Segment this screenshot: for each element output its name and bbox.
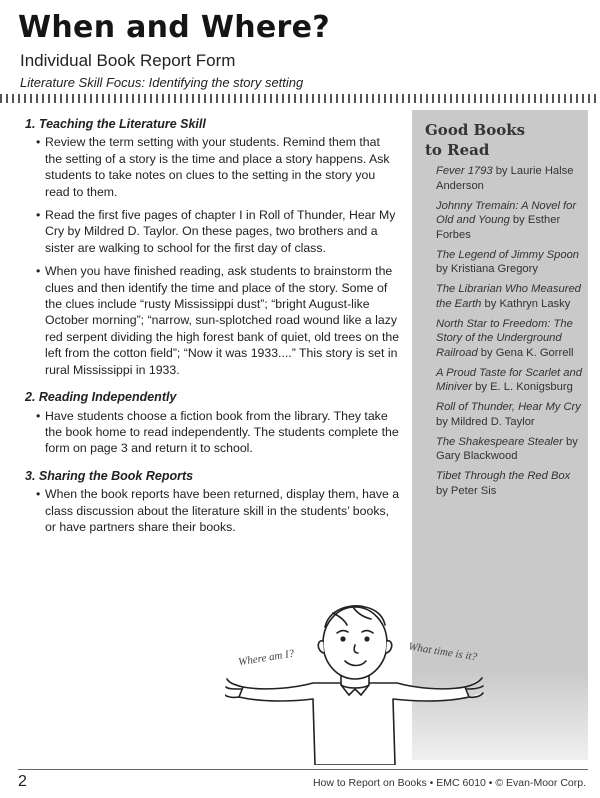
book-author: by Laurie Halse Anderson <box>436 165 574 192</box>
child-illustration <box>225 603 485 765</box>
book-title: Roll of Thunder, Hear My Cry <box>436 401 581 413</box>
book-author: by Esther Forbes <box>436 214 561 241</box>
sidebar-title-line: to Read <box>425 141 490 159</box>
list-item: • Review the term setting with your students. Remind them that the setting of a story is the time and place a story happens. Ask students to take notes on clues to the setting in the story you read to them. <box>25 134 400 200</box>
list-item <box>436 317 582 361</box>
list-item <box>436 435 582 464</box>
book-title: Johnny Tremain: A Novel for Old and Young <box>436 199 577 226</box>
book-list <box>436 164 582 504</box>
bullet-list <box>25 408 400 457</box>
book-author: by Gary Blackwood <box>436 435 578 462</box>
list-item: • Read the first five pages of chapter I in Roll of Thunder, Hear My Cry by Mildred D. Taylor. On these pages, two brothers and a sister are walking to school for the first day of class. <box>25 207 400 256</box>
book-author: by E. L. Konigsburg <box>472 381 573 393</box>
book-title: Fever 1793 <box>436 165 493 177</box>
book-title: North Star to Freedom: The Story of the Underground Railroad <box>436 317 573 359</box>
section-sharing <box>25 468 400 536</box>
list-item <box>436 164 582 193</box>
book-title: A Proud Taste for Scarlet and Miniver <box>436 366 582 393</box>
page-title: When and Where? <box>18 10 330 45</box>
section-reading <box>25 389 400 457</box>
section-teaching <box>25 116 400 378</box>
list-item <box>436 248 582 277</box>
sidebar-title <box>425 120 525 160</box>
list-item <box>436 199 582 243</box>
main-content <box>25 116 400 546</box>
bullet-list <box>25 486 400 535</box>
decorative-tick-bar <box>0 94 600 103</box>
list-item <box>436 400 582 429</box>
book-title: The Librarian Who Measured the Earth <box>436 283 581 310</box>
book-author: by Peter Sis <box>436 484 497 497</box>
book-title: The Shakespeare Stealer <box>436 435 563 448</box>
head <box>323 607 387 679</box>
book-title: Tibet Through the Red Box <box>436 470 571 482</box>
list-item: • When you have finished reading, ask students to brainstorm the clues and then identify the time and place of the story. Some of the clues include “rusty Mississippi dust”; “bright August-like October morning”; “narrow, sun-splotched road wound like a lazy red serpent dividing the high forest bank of quiet, old trees on the left from the cotton field”; “Now it was 1933....” This story is set in rural Mississippi in 1933. <box>25 263 400 378</box>
list-item <box>436 366 582 395</box>
page-number: 2 <box>18 773 27 790</box>
footer-credit: How to Report on Books • EMC 6010 • © Evan-Moor Corp. <box>312 777 586 789</box>
shirt <box>239 683 469 765</box>
section-heading: 1. Teaching the Literature Skill <box>25 117 206 131</box>
book-author: by Mildred D. Taylor <box>436 415 535 428</box>
bullet-list <box>25 134 400 378</box>
section-heading: 3. Sharing the Book Reports <box>25 468 194 483</box>
skill-focus: Literature Skill Focus: Identifying the story setting <box>20 75 304 90</box>
thought-where: Where am I? <box>237 647 296 669</box>
right-eye <box>364 636 369 641</box>
sidebar-title-line: Good Books <box>425 121 526 139</box>
section-heading: 2. Reading Independently <box>25 390 177 405</box>
list-item: • When the book reports have been returned, display them, have a class discussion about the literature skill in the students’ books, or have partners share their books. <box>25 486 400 535</box>
list-item: • Have students choose a fiction book from the library. They take the book home to read independently. The students complete the form on page 3 and return it to school. <box>25 408 400 457</box>
thought-when: What time is it? <box>407 640 478 664</box>
book-title: The Legend of Jimmy Spoon <box>436 248 580 261</box>
list-item <box>436 469 582 498</box>
book-author: by Kathryn Lasky <box>481 297 571 310</box>
footer-divider <box>18 769 588 770</box>
book-author: by Gena K. Gorrell <box>477 346 574 359</box>
book-author: by Kristiana Gregory <box>436 263 538 275</box>
page-subtitle: Individual Book Report Form <box>20 51 236 70</box>
list-item <box>436 282 582 311</box>
left-eye <box>340 636 345 641</box>
